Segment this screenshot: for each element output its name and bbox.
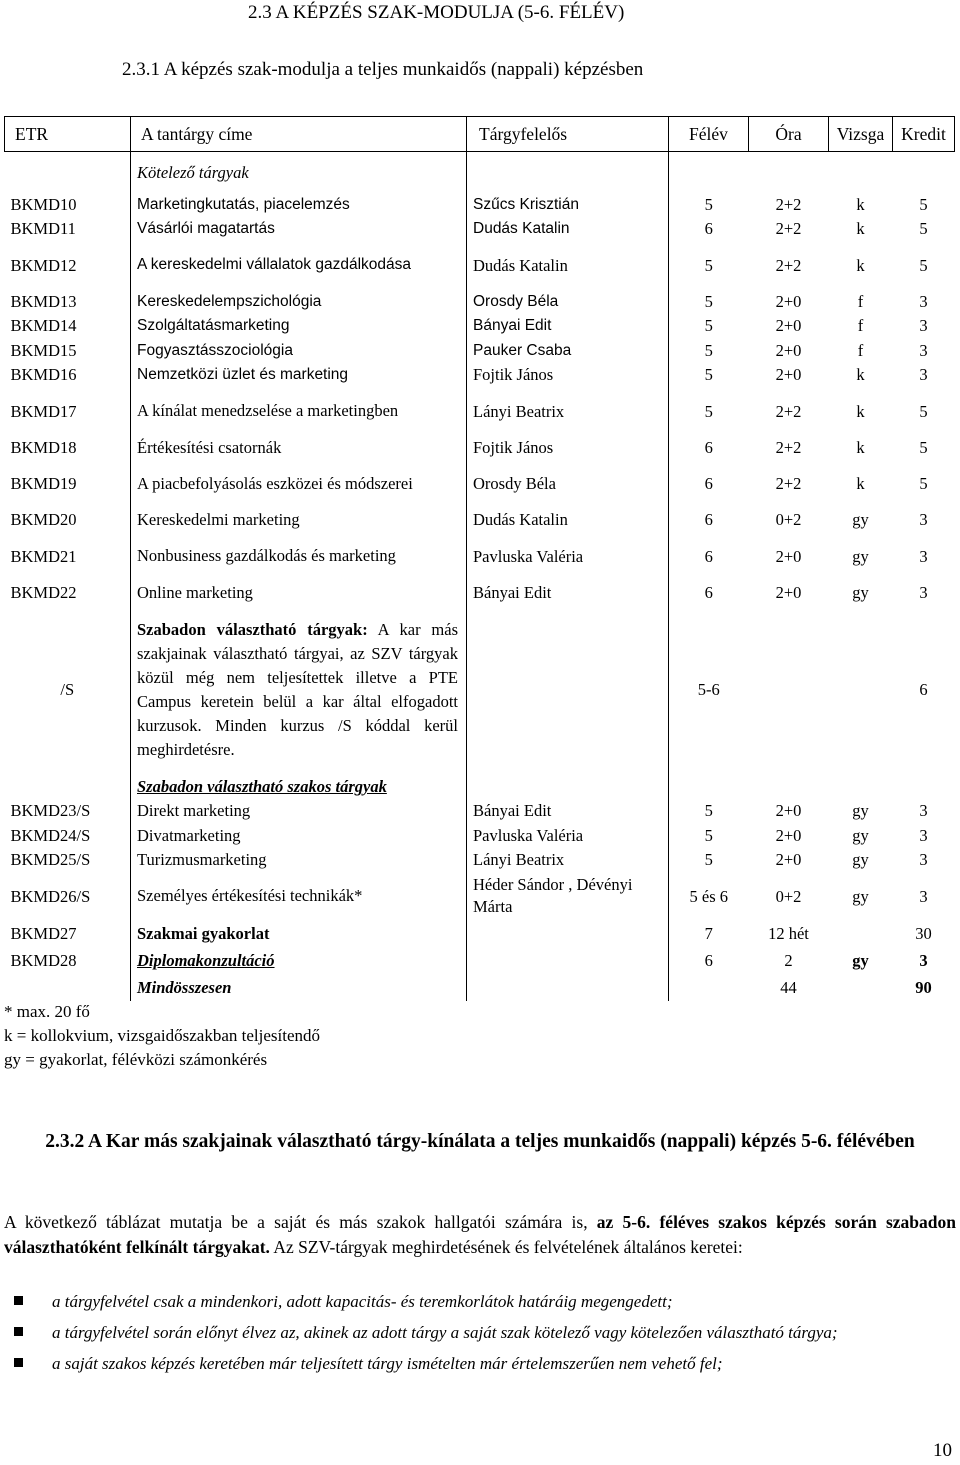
course-title: Kereskedelempszichológia xyxy=(131,289,467,314)
course-code: BKMD13 xyxy=(5,289,131,314)
exam-type: gy xyxy=(852,582,869,602)
credit: 3 xyxy=(919,886,928,906)
course-owner: Szűcs Krisztián xyxy=(467,192,669,217)
hours: 2+0 xyxy=(775,365,802,385)
course-code: BKMD28 xyxy=(5,947,131,974)
table-row xyxy=(5,363,955,388)
credit: 3 xyxy=(919,951,928,970)
hours: 12 hét xyxy=(768,924,809,943)
semester: 5 xyxy=(704,194,713,214)
subsection-heading-2: 2.3.2 A Kar más szakjainak választható tárgy-kínálata a teljes munkaidős (nappali) képzés 5-6. félévében xyxy=(45,1131,915,1152)
table-cell xyxy=(5,152,131,193)
table-cell xyxy=(467,974,669,1001)
course-title: Online marketing xyxy=(131,580,467,605)
course-title: Nonbusiness gazdálkodás és marketing xyxy=(131,532,467,580)
hours: 2+2 xyxy=(775,474,802,493)
list-item-text: a saját szakos képzés keretében már teljesített tárgy ismételten már értelemszerűen nem vehető fel; xyxy=(52,1354,723,1373)
table-cell xyxy=(669,152,955,193)
table-row xyxy=(5,338,955,363)
course-title: A kínálat menedzselése a marketingben xyxy=(131,387,467,435)
course-owner: Pavluska Valéria xyxy=(467,823,669,848)
footnotes xyxy=(4,1000,320,1072)
table-cell xyxy=(5,775,131,799)
hours: 0+2 xyxy=(775,510,802,530)
hours: 2+0 xyxy=(775,825,802,845)
hours: 2+2 xyxy=(775,401,802,421)
section-row xyxy=(5,152,955,193)
semester: 6 xyxy=(704,510,713,530)
bullet-list xyxy=(4,1290,954,1383)
section-row xyxy=(5,775,955,799)
column-header: Vizsga xyxy=(829,117,893,152)
list-item xyxy=(4,1321,954,1345)
table-row xyxy=(5,460,955,508)
total-row xyxy=(5,974,955,1001)
exam-type: gy xyxy=(852,546,869,566)
exam-type: gy xyxy=(852,510,869,530)
table-cell xyxy=(467,775,669,799)
exam-type: k xyxy=(856,219,865,239)
column-header: ETR xyxy=(5,117,131,152)
course-title: Szolgáltatásmarketing xyxy=(131,314,467,339)
course-title: Vásárlói magatartás xyxy=(131,217,467,242)
hours: 2+0 xyxy=(775,546,802,566)
course-code: BKMD15 xyxy=(5,338,131,363)
semester: 5 xyxy=(704,850,713,870)
table-row xyxy=(5,508,955,533)
course-code: BKMD19 xyxy=(5,460,131,508)
table-row xyxy=(5,823,955,848)
para-bold-text: az 5-6. féléves szakos képzés során szabadon választhatóként felkínált tárgyakat. xyxy=(4,1212,956,1257)
semester: 6 xyxy=(704,582,713,602)
credit: 3 xyxy=(919,546,928,566)
table-row xyxy=(5,532,955,580)
course-owner: Bányai Edit xyxy=(467,580,669,605)
credit: 5 xyxy=(919,255,928,275)
course-title: Turizmusmarketing xyxy=(131,848,467,873)
credit: 5 xyxy=(919,219,928,239)
course-owner: Dudás Katalin xyxy=(467,241,669,289)
course-title: A piacbefolyásolás eszközei és módszerei xyxy=(131,460,467,508)
credit: 5 xyxy=(919,437,928,457)
table-row xyxy=(5,387,955,435)
table-header-row xyxy=(5,117,955,152)
hours: 2 xyxy=(784,951,793,970)
exam-type: f xyxy=(857,340,864,360)
semester: 7 xyxy=(704,924,713,943)
exam-type: gy xyxy=(852,825,869,845)
course-code: BKMD17 xyxy=(5,387,131,435)
hours: 0+2 xyxy=(775,886,802,906)
course-code: BKMD11 xyxy=(5,217,131,242)
course-code: BKMD16 xyxy=(5,363,131,388)
total-credit: 90 xyxy=(915,978,932,997)
semester: 5 xyxy=(704,365,713,385)
exam-type: k xyxy=(856,437,865,457)
credit: 3 xyxy=(919,510,928,530)
hours: 2+0 xyxy=(775,582,802,602)
table-row xyxy=(5,314,955,339)
exam-type: k xyxy=(856,401,865,421)
table-row xyxy=(5,192,955,217)
semester: 5-6 xyxy=(697,680,720,699)
semester: 5 xyxy=(704,801,713,821)
course-code: BKMD21 xyxy=(5,532,131,580)
list-item-text: a tárgyfelvétel során előnyt élvez az, akinek az adott tárgy a saját szak kötelező vagy kötelezően választható tárgya; xyxy=(52,1323,838,1342)
credit: 3 xyxy=(919,365,928,385)
section-title: Szabadon választható szakos tárgyak xyxy=(131,775,467,799)
course-code: BKMD18 xyxy=(5,435,131,460)
credit: 3 xyxy=(919,340,928,360)
course-owner: Orosdy Béla xyxy=(467,289,669,314)
exam-type: f xyxy=(857,291,864,311)
square-bullet-icon xyxy=(14,1296,23,1305)
free-elective-text: A kar más szakjainak választható tárgyai, az SZV tárgyak közül még nem teljesítettek illetve a PTE Campus keretein belül a kar által elfogadott kurzusok. Minden kurzus /S kóddal kerül meghirdetésre. xyxy=(137,619,459,759)
hours: 2+0 xyxy=(775,340,802,360)
course-title: Értékesítési csatornák xyxy=(131,435,467,460)
exam-type xyxy=(829,920,893,947)
course-owner: Fojtik János xyxy=(467,435,669,460)
list-item-text: a tárgyfelvétel csak a mindenkori, adott kapacitás- és teremkorlátok határáig megengedett; xyxy=(52,1292,673,1311)
course-owner: Bányai Edit xyxy=(467,314,669,339)
course-code: BKMD25/S xyxy=(5,848,131,873)
table-cell xyxy=(467,152,669,193)
table-cell xyxy=(749,605,829,775)
hours: 2+0 xyxy=(775,850,802,870)
course-owner: Orosdy Béla xyxy=(467,460,669,508)
table-row xyxy=(5,289,955,314)
hours: 2+0 xyxy=(775,316,802,336)
table-row xyxy=(5,580,955,605)
semester: 5 xyxy=(704,825,713,845)
hours: 2+0 xyxy=(775,801,802,821)
curriculum-table xyxy=(4,116,955,1001)
credit: 3 xyxy=(919,850,928,870)
semester: 5 xyxy=(704,291,713,311)
semester: 6 xyxy=(704,474,713,493)
credit: 3 xyxy=(919,801,928,821)
course-title: A kereskedelmi vállalatok gazdálkodása xyxy=(131,241,467,289)
free-elective-title: Szabadon választható tárgyak: xyxy=(137,619,368,639)
table-cell xyxy=(5,974,131,1001)
table-row xyxy=(5,217,955,242)
course-code: BKMD14 xyxy=(5,314,131,339)
para-text: A következő táblázat mutatja be a saját és más szakok hallgatói számára is, xyxy=(4,1212,597,1232)
section-title: Kötelező tárgyak xyxy=(131,152,467,193)
hours: 2+2 xyxy=(775,437,802,457)
exam-type: gy xyxy=(852,886,869,906)
semester: 6 xyxy=(704,437,713,457)
exam-type: gy xyxy=(852,801,869,821)
semester: 6 xyxy=(704,219,713,239)
course-owner xyxy=(467,947,669,974)
list-item xyxy=(4,1290,954,1314)
course-code: BKMD26/S xyxy=(5,872,131,920)
table-row xyxy=(5,435,955,460)
exam-type: f xyxy=(857,316,864,336)
course-code: BKMD10 xyxy=(5,192,131,217)
semester: 5 xyxy=(704,255,713,275)
table-row xyxy=(5,241,955,289)
course-title: Személyes értékesítési technikák* xyxy=(131,872,467,920)
semester: 5 xyxy=(704,401,713,421)
course-title: Divatmarketing xyxy=(131,823,467,848)
course-code: BKMD22 xyxy=(5,580,131,605)
course-code: BKMD23/S xyxy=(5,799,131,824)
semester: 5 és 6 xyxy=(689,886,728,906)
square-bullet-icon xyxy=(14,1358,23,1367)
table-row xyxy=(5,920,955,947)
credit: 3 xyxy=(919,582,928,602)
hours: 2+2 xyxy=(775,194,802,214)
table-row xyxy=(5,848,955,873)
credit: 3 xyxy=(919,316,928,336)
table-row xyxy=(5,947,955,974)
table-cell xyxy=(669,775,955,799)
course-title: Diplomakonzultáció xyxy=(131,947,467,974)
exam-type: gy xyxy=(852,951,869,970)
course-title: Szakmai gyakorlat xyxy=(131,920,467,947)
exam-type: k xyxy=(856,255,865,275)
credit: 3 xyxy=(919,825,928,845)
course-owner: Pauker Csaba xyxy=(467,338,669,363)
exam-type: k xyxy=(856,474,865,493)
table-row xyxy=(5,799,955,824)
course-title: Nemzetközi üzlet és marketing xyxy=(131,363,467,388)
course-code: /S xyxy=(5,605,131,775)
table-cell xyxy=(467,605,669,775)
course-owner: Dudás Katalin xyxy=(467,508,669,533)
semester: 6 xyxy=(704,951,713,970)
total-label: Mindösszesen xyxy=(131,974,467,1001)
total-hours: 44 xyxy=(780,978,797,997)
course-title: Fogyasztásszociológia xyxy=(131,338,467,363)
course-code: BKMD12 xyxy=(5,241,131,289)
table-row xyxy=(5,872,955,920)
footnote: gy = gyakorlat, félévközi számonkérés xyxy=(4,1050,268,1069)
section-heading: 2.3 A KÉPZÉS SZAK-MODULJA (5-6. FÉLÉV) xyxy=(248,2,625,23)
course-owner: Dudás Katalin xyxy=(467,217,669,242)
course-owner: Bányai Edit xyxy=(467,799,669,824)
course-title: Kereskedelmi marketing xyxy=(131,508,467,533)
square-bullet-icon xyxy=(14,1327,23,1336)
credit: 5 xyxy=(919,474,928,493)
course-code: BKMD24/S xyxy=(5,823,131,848)
course-owner: Lányi Beatrix xyxy=(467,848,669,873)
intro-paragraph xyxy=(4,1210,956,1259)
column-header: A tantárgy címe xyxy=(131,117,467,152)
credit: 6 xyxy=(919,680,928,699)
table-cell xyxy=(829,974,893,1001)
semester: 5 xyxy=(704,340,713,360)
exam-type: gy xyxy=(852,850,869,870)
course-owner: Fojtik János xyxy=(467,363,669,388)
para-text: Az SZV-tárgyak meghirdetésének és felvételének általános keretei: xyxy=(269,1236,743,1257)
course-code: BKMD20 xyxy=(5,508,131,533)
credit: 3 xyxy=(919,291,928,311)
course-owner: Pavluska Valéria xyxy=(467,532,669,580)
free-elective-row xyxy=(5,605,955,775)
list-item xyxy=(4,1352,954,1376)
hours: 2+0 xyxy=(775,291,802,311)
column-header: Kredit xyxy=(893,117,955,152)
course-title: Direkt marketing xyxy=(131,799,467,824)
column-header: Tárgyfelelős xyxy=(467,117,669,152)
footnote: k = kollokvium, vizsgaidőszakban teljesítendő xyxy=(4,1026,321,1045)
exam-type: k xyxy=(856,365,865,385)
credit: 5 xyxy=(919,194,928,214)
hours: 2+2 xyxy=(775,219,802,239)
credit: 30 xyxy=(915,924,932,943)
course-title: Marketingkutatás, piacelemzés xyxy=(131,192,467,217)
page-number: 10 xyxy=(933,1440,952,1461)
table-cell xyxy=(829,605,893,775)
semester: 5 xyxy=(704,316,713,336)
column-header: Óra xyxy=(749,117,829,152)
subsection-heading: 2.3.1 A képzés szak-modulja a teljes munkaidős (nappali) képzésben xyxy=(122,59,644,80)
course-owner xyxy=(467,920,669,947)
footnote: * max. 20 fő xyxy=(4,1002,90,1021)
exam-type: k xyxy=(856,194,865,214)
course-owner: Lányi Beatrix xyxy=(467,387,669,435)
course-owner: Héder Sándor , Dévényi Márta xyxy=(467,872,669,920)
course-code: BKMD27 xyxy=(5,920,131,947)
semester: 6 xyxy=(704,546,713,566)
column-header: Félév xyxy=(669,117,749,152)
credit: 5 xyxy=(919,401,928,421)
table-cell xyxy=(669,974,749,1001)
free-elective-description xyxy=(131,605,467,775)
hours: 2+2 xyxy=(775,255,802,275)
